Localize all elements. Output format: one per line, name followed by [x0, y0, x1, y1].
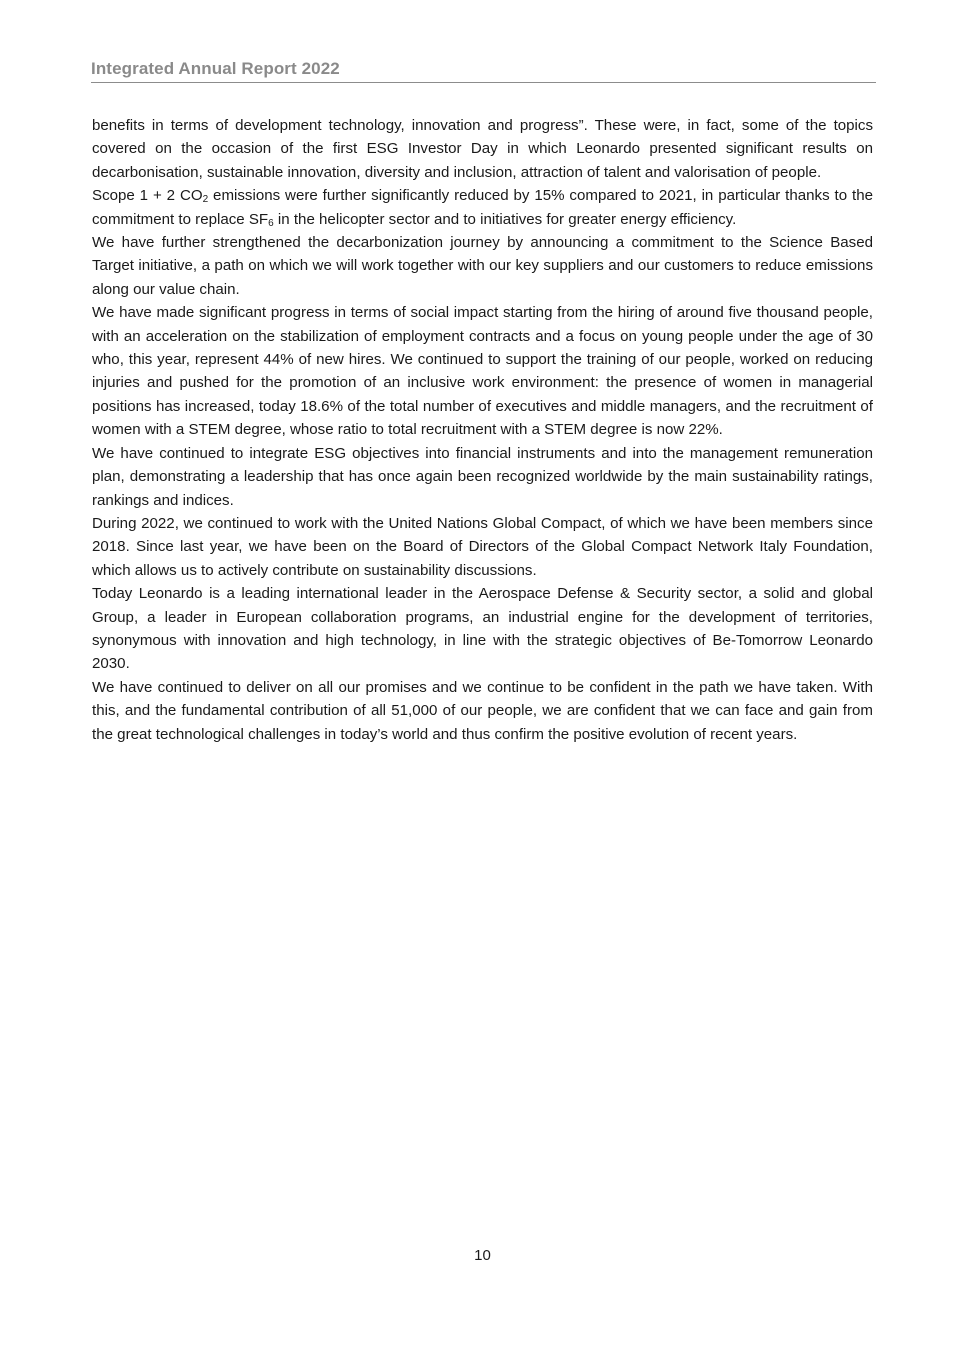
paragraph-emissions [92, 184, 873, 231]
report-title: Integrated Annual Report 2022 [91, 59, 340, 78]
page-number: 10 [474, 1247, 491, 1264]
co2-subscript: 2 [202, 194, 209, 206]
paragraph-global-compact: During 2022, we continued to work with the United Nations Global Compact, of which we have been members since 2018. Since last year, we have been on the Board of Directors of the Global Compact Network Italy Foundation, which allows us to actively contribute on sustainability discussions. [92, 514, 873, 579]
paragraph-decarbonization: We have further strengthened the decarbonization journey by announcing a commitment to the Science Based Target initiative, a path on which we will work together with our key suppliers and our customers to reduce emissions along our value chain. [92, 234, 873, 298]
paragraph-esg-investor-day: benefits in terms of development technology, innovation and progress”. These were, in fact, some of the topics covered on the occasion of the first ESG Investor Day in which Leonardo presented significant results on decarbonisation, sustainable innovation, diversity and inclusion, attraction of talent and valorisation of people. [92, 117, 873, 181]
paragraph-leonardo-leader: Today Leonardo is a leading international leader in the Aerospace Defense & Security sector, a solid and global Group, a leader in European collaboration programs, an industrial engine for the development of territories, synonymous with innovation and high technology, in line with the strategic objectives of Be-Tomorrow Leonardo 2030. [92, 585, 873, 673]
emissions-text-start: Scope 1 + 2 CO [92, 187, 203, 205]
paragraph-promises: We have continued to deliver on all our promises and we continue to be confident in the path we have taken. With this, and the fundamental contribution of all 51,000 of our people, we are confident that we can face and gain from the great technological challenges in today’s world and thus confirm the positive evolution of recent years. [92, 678, 873, 743]
paragraph-esg-objectives: We have continued to integrate ESG objectives into financial instruments and into the management remuneration plan, demonstrating a leadership that has once again been recognized worldwide by the main sustainability ratings, rankings and indices. [92, 444, 873, 509]
emissions-text-end: in the helicopter sector and to initiatives for greater energy efficiency. [273, 210, 737, 228]
sf6-subscript: 6 [268, 217, 274, 229]
page-header [91, 58, 876, 83]
body-text [92, 114, 873, 746]
emissions-text-middle: emissions were further significantly reduced by 15% compared to 2021, in particular thanks to the commitment to replace SF [92, 187, 873, 228]
paragraph-social-impact: We have made significant progress in terms of social impact starting from the hiring of around five thousand people, with an acceleration on the stabilization of employment contracts and a focus on young people under the age of 30 who, this year, represent 44% of new hires. We continued to support the training of our people, worked on reducing injuries and pushed for the promotion of an inclusive work environment: the presence of women in managerial positions has increased, today 18.6% of the total number of executives and middle managers, and the recruitment of women with a STEM degree, whose ratio to total recruitment with a STEM degree is now 22%. [92, 304, 873, 439]
